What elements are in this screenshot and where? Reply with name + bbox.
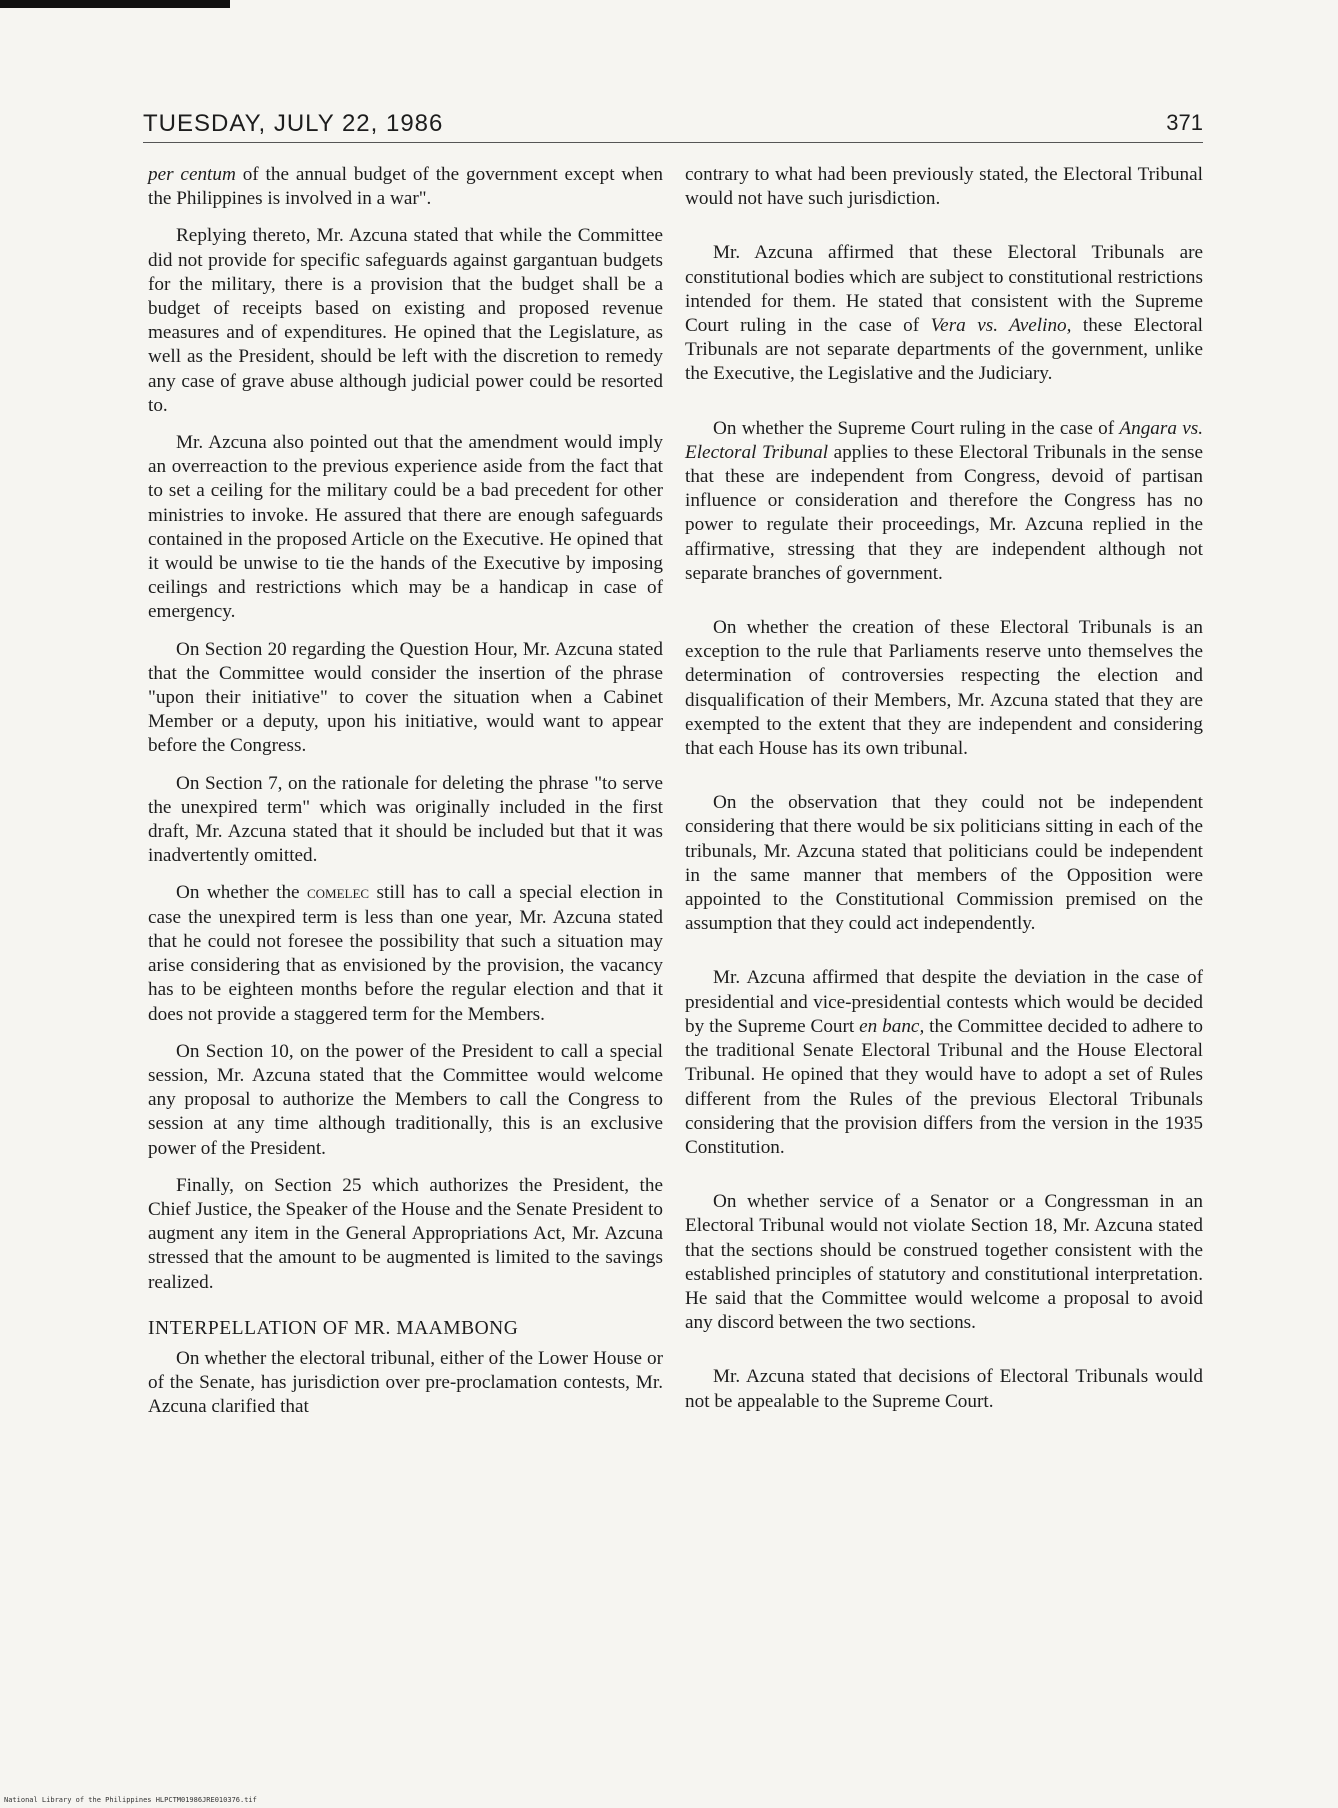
paragraph-text: still has to call a special election in case the unexpired term is less than one year, Mr. Azcuna stated that he could not foresee the possibility that such a situation may arise considering that as envisioned by the provision, the vacancy has to be eighteen months before the regular election and that it does not provide a staggered term for the Members. bbox=[148, 882, 663, 1025]
right-column bbox=[685, 163, 1203, 1444]
paragraph: On Section 7, on the rationale for deleting the phrase "to serve the unexpired term" which was originally included in the first draft, Mr. Azcuna stated that it should be included but that it was inadvertently omitted. bbox=[148, 772, 663, 867]
paragraph bbox=[685, 241, 1203, 386]
header-date: TUESDAY, JULY 22, 1986 bbox=[143, 110, 444, 137]
scan-edge-bar bbox=[0, 0, 230, 8]
paragraph-italic: per centum bbox=[148, 164, 236, 185]
paragraph: Replying thereto, Mr. Azcuna stated that while the Committee did not provide for specific safeguards against gargantuan budgets for the military, there is a provision that the budget shall be a budget of receipts based on existing and proposed revenue measures and of expenditures. He opined that the Legislature, as well as the President, should be left with the discretion to remedy any case of grave abuse although judicial power could be resorted to. bbox=[148, 225, 663, 416]
paragraph: On whether the creation of these Electoral Tribunals is an exception to the rule that Parliaments reserve unto themselves the determination of controversies respecting the election and disqualification of their Members, Mr. Azcuna stated that they are exempted to the extent that they are independent and considering that each House has its own tribunal. bbox=[685, 617, 1203, 760]
paragraph: On whether service of a Senator or a Congressman in an Electoral Tribunal would not violate Section 18, Mr. Azcuna stated that the sections should be construed together consistent with the established principles of statutory and constitutional interpretation. He said that the Committee would welcome a proposal to avoid any discord between the two sections. bbox=[685, 1191, 1203, 1334]
paragraph: On Section 20 regarding the Question Hour, Mr. Azcuna stated that the Committee would consider the insertion of the phrase "upon their initiative" to cover the situation when a Cabinet Member or a deputy, upon his initiative, would want to appear before the Congress. bbox=[148, 638, 663, 757]
paragraph-text: Mr. Azcuna affirmed that despite the deviation in the case of presidential and vice-presidential contests which would be decided by the Supreme Court bbox=[685, 967, 1203, 1037]
paragraph bbox=[148, 881, 663, 1026]
paragraph-text: On whether the Supreme Court ruling in the case of bbox=[713, 417, 1120, 439]
paragraph-italic: Vera vs. Avelino, bbox=[930, 315, 1072, 337]
paragraph-text: On whether the bbox=[176, 882, 307, 904]
page-header bbox=[143, 110, 1203, 143]
paragraph-text: the Committee decided to adhere to the traditional Senate Electoral Tribunal and the House Electoral Tribunal. He opined that they would have to adopt a set of Rules different from the Rules of the previous Electoral Tribunals considering that the provision differs from the version in the 1935 Constitution. bbox=[685, 1015, 1203, 1158]
paragraph bbox=[685, 417, 1203, 586]
paragraph-smallcaps: comelec bbox=[306, 882, 370, 904]
paragraph: On whether the electoral tribunal, either of the Lower House or of the Senate, has jurisdiction over pre-proclamation contests, Mr. Azcuna clarified that bbox=[148, 1347, 663, 1418]
scan-footer: National Library of the Philippines HLPCTM01986JRE010376.tif bbox=[4, 1796, 257, 1804]
paragraph-italic: en banc, bbox=[859, 1015, 925, 1037]
paragraph bbox=[685, 966, 1203, 1160]
section-heading: INTERPELLATION OF MR. MAAMBONG bbox=[148, 1317, 519, 1339]
paragraph: On the observation that they could not be independent considering that there would be six politicians sitting in each of the tribunals, Mr. Azcuna stated that politicians could be independent in the same manner that members of the Opposition were appointed to the Constitutional Commission premised on the assumption that they could act independently. bbox=[685, 792, 1203, 935]
paragraph bbox=[148, 163, 663, 211]
paragraph-text: applies to these Electoral Tribunals in the sense that these are independent from Congress, devoid of partisan influence or consideration and therefore the Congress has no power to regulate their proceedings, Mr. Azcuna replied in the affirmative, stressing that they are independent although not separate branches of government. bbox=[685, 441, 1203, 584]
paragraph-italic: Angara vs. Electoral Tribunal bbox=[685, 417, 1203, 463]
paragraph: On Section 10, on the power of the President to call a special session, Mr. Azcuna stated that the Committee would welcome any proposal to authorize the Members to call the Congress to session at any time although traditionally, this is an exclusive power of the President. bbox=[148, 1040, 663, 1159]
paragraph: Finally, on Section 25 which authorizes the President, the Chief Justice, the Speaker of the House and the Senate President to augment any item in the General Appropriations Act, Mr. Azcuna stressed that the amount to be augmented is limited to the savings realized. bbox=[148, 1174, 663, 1293]
paragraph: contrary to what had been previously stated, the Electoral Tribunal would not have such jurisdiction. bbox=[685, 164, 1203, 210]
paragraph-text: of the annual budget of the government except when the Philippines is involved in a war". bbox=[148, 164, 663, 210]
paragraph: Mr. Azcuna also pointed out that the amendment would imply an overreaction to the previous experience aside from the fact that to set a ceiling for the military could be a bad precedent for other ministries to invoke. He assured that there are enough safeguards contained in the proposed Article on the Executive. He opined that it would be unwise to tie the hands of the Executive by imposing ceilings and restrictions which may be a handicap in case of emergency. bbox=[148, 432, 663, 623]
page-number: 371 bbox=[1166, 110, 1203, 135]
left-column bbox=[148, 163, 663, 1433]
paragraph: Mr. Azcuna stated that decisions of Electoral Tribunals would not be appealable to the Supreme Court. bbox=[685, 1366, 1203, 1412]
paragraph-text: Mr. Azcuna affirmed that these Electoral Tribunals are constitutional bodies which are subject to constitutional restrictions intended for them. He stated that consistent with the Supreme Court ruling in the case of bbox=[685, 242, 1203, 337]
paragraph-text: these Electoral Tribunals are not separate departments of the government, unlike the Executive, the Legislative and the Judiciary. bbox=[685, 315, 1204, 385]
